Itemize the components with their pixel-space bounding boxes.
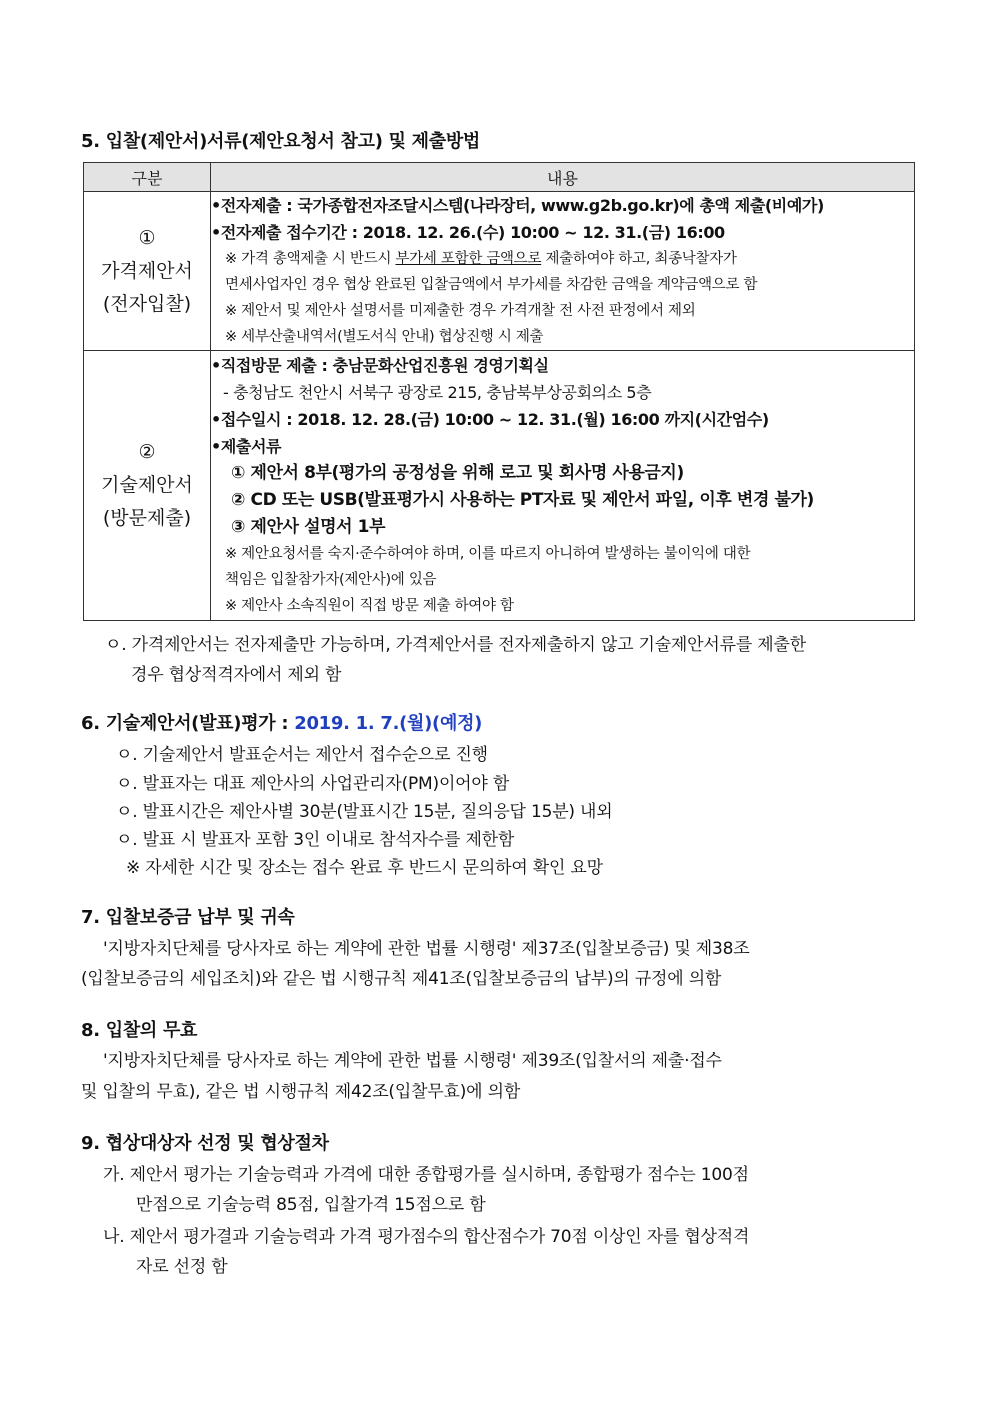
paragraph-line: (입찰보증금의 세입조치)와 같은 법 시행규칙 제41조(입찰보증금의 납부)의 규정에 의함 (81, 969, 722, 989)
document-item: ① 제안서 8부(평가의 공정성을 위해 로고 및 회사명 사용금지) (231, 463, 684, 483)
content-line: •전자제출 : 국가종합전자조달시스템(나라장터, www.g2b.go.kr)에 총액 제출(비예가) (211, 196, 824, 215)
section-7-title: 7. 입찰보증금 납부 및 귀속 (81, 907, 295, 928)
content-line: •직접방문 제출 : 충남문화산업진흥원 경영기획실 (211, 356, 549, 375)
evaluation-date: 2019. 1. 7.(월)(예정) (294, 713, 483, 734)
content-line: - 충청남도 천안시 서북구 광장로 215, 충남북부상공회의소 5층 (223, 383, 652, 402)
note-line: ※ 제안사 소속직원이 직접 방문 제출 하여야 함 (225, 598, 514, 614)
category-method: (전자입찰) (102, 292, 192, 315)
table-row (84, 351, 915, 621)
submission-table (83, 162, 915, 621)
list-item: ㅇ. 기술제안서 발표순서는 제안서 접수순으로 진행 (116, 745, 488, 765)
section-5-note: ㅇ. 가격제안서는 전자제출만 가능하며, 가격제안서를 전자제출하지 않고 기술제안서류를 제출한 (105, 635, 806, 655)
list-item: 가. 제안서 평가는 기술능력과 가격에 대한 종합평가를 실시하며, 종합평가 점수는 100점 (103, 1165, 749, 1185)
list-item-continued: 자로 선정 함 (136, 1257, 228, 1277)
section-8-title: 8. 입찰의 무효 (81, 1020, 198, 1041)
document-item: ③ 제안사 설명서 1부 (231, 517, 386, 537)
note-line: ※ 제안서 및 제안사 설명서를 미제출한 경우 가격개찰 전 사전 판정에서 제외 (225, 303, 696, 319)
list-item: ㅇ. 발표시간은 제안사별 30분(발표시간 15분, 질의응답 15분) 내외 (116, 802, 613, 822)
category-number: ① (138, 226, 156, 249)
list-item: ㅇ. 발표자는 대표 제안사의 사업관리자(PM)이어야 함 (116, 774, 510, 794)
content-line: •전자제출 접수기간 : 2018. 12. 26.(수) 10:00 ~ 12. 31.(금) 16:00 (211, 223, 725, 242)
paragraph-line: 및 입찰의 무효), 같은 법 시행규칙 제42조(입찰무효)에 의함 (81, 1082, 521, 1102)
note-line: ※ 가격 총액제출 시 반드시 부가세 포함한 금액으로 제출하여야 하고, 최종낙찰자가 (225, 251, 737, 267)
content-tech-proposal (211, 351, 915, 621)
paragraph-line: '지방자치단체를 당사자로 하는 계약에 관한 법률 시행령' 제39조(입찰서의 제출·접수 (103, 1051, 722, 1071)
section-5-note: 경우 협상적격자에서 제외 함 (131, 665, 342, 685)
note-line: 면세사업자인 경우 협상 완료된 입찰금액에서 부가세를 차감한 금액을 계약금액으로 함 (225, 277, 758, 293)
list-item: 나. 제안서 평가결과 기술능력과 가격 평가점수의 합산점수가 70점 이상인 자를 협상적격 (103, 1227, 750, 1247)
note-line: ※ 제안요청서를 숙지·준수하여야 하며, 이를 따르지 아니하여 발생하는 불이익에 대한 (225, 546, 751, 562)
section-6-title: 6. 기술제안서(발표)평가 : 2019. 1. 7.(월)(예정) (81, 713, 483, 734)
category-tech-proposal (84, 351, 211, 621)
section-5-title: 5. 입찰(제안서)서류(제안요청서 참고) 및 제출방법 (81, 131, 481, 152)
content-line: •제출서류 (211, 437, 282, 456)
content-price-proposal (211, 192, 915, 351)
note-line: ※ 세부산출내역서(별도서식 안내) 협상진행 시 제출 (225, 329, 544, 345)
table-header-row (84, 163, 915, 192)
category-method: (방문제출) (102, 507, 192, 529)
section-9-title: 9. 협상대상자 선정 및 협상절차 (81, 1133, 329, 1154)
list-item-continued: 만점으로 기술능력 85점, 입찰가격 15점으로 함 (136, 1195, 486, 1215)
list-note: ※ 자세한 시간 및 장소는 접수 완료 후 반드시 문의하여 확인 요망 (126, 858, 603, 878)
category-price-proposal (84, 192, 211, 351)
paragraph-line: '지방자치단체를 당사자로 하는 계약에 관한 법률 시행령' 제37조(입찰보증금) 및 제38조 (103, 939, 750, 959)
category-name: 기술제안서 (101, 474, 193, 496)
content-line: •접수일시 : 2018. 12. 28.(금) 10:00 ~ 12. 31.(월) 16:00 까지(시간엄수) (211, 410, 769, 429)
category-number: ② (138, 441, 156, 463)
document-item: ② CD 또는 USB(발표평가시 사용하는 PT자료 및 제안서 파일, 이후 변경 불가) (231, 490, 814, 510)
category-name: 가격제안서 (101, 259, 193, 282)
table-row (84, 192, 915, 351)
list-item: ㅇ. 발표 시 발표자 포함 3인 이내로 참석자수를 제한함 (116, 830, 515, 850)
note-line: 책임은 입찰참가자(제안사)에 있음 (225, 572, 437, 588)
header-category: 구분 (84, 163, 211, 192)
header-content: 내용 (211, 163, 915, 192)
